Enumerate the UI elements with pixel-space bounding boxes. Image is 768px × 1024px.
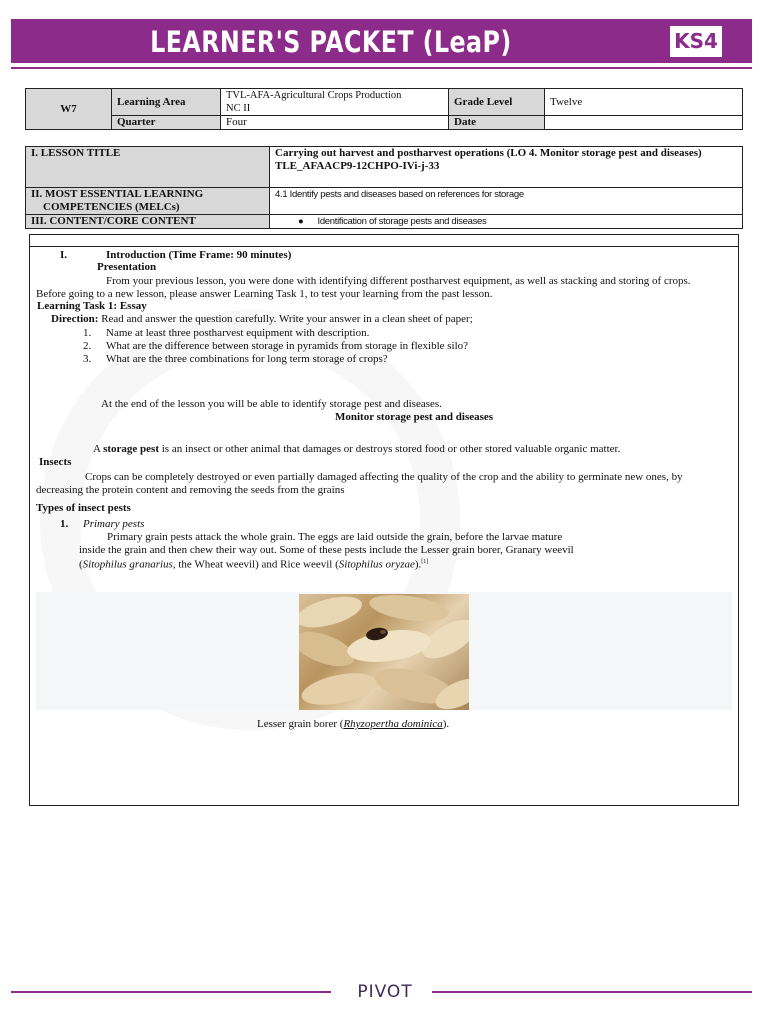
objective-text: At the end of the lesson you will be able to identify storage pest and diseases. [101, 398, 442, 410]
header-divider [11, 67, 752, 69]
lesson-title-value: Carrying out harvest and postharvest operations (LO 4. Monitor storage pest and diseases) [275, 147, 702, 159]
content-label: III. CONTENT/CORE CONTENT [26, 215, 270, 229]
presentation-line-1: From your previous lesson, you were done with identifying different postharvest equipment, as well as stacking and storing of crops. [106, 275, 691, 287]
insects-heading: Insects [39, 456, 72, 468]
learning-area-line-1: TVL-AFA-Agricultural Crops Production [226, 90, 402, 101]
info-table [25, 88, 743, 130]
quarter-value: Four [221, 116, 449, 130]
granary-weevil-species: Sitophilus granarius [82, 558, 173, 571]
melc-label-line-2: COMPETENCIES (MELCs) [43, 201, 180, 213]
direction-label: Direction: [51, 313, 99, 325]
caption-suffix: ). [442, 718, 450, 730]
grade-level-label: Grade Level [449, 89, 545, 116]
definition-term: storage pest [103, 443, 159, 455]
primary-heading: Primary pests [83, 518, 145, 530]
content-value-cell [270, 215, 743, 229]
question-3: What are the three combinations for long term storage of crops? [106, 353, 388, 365]
grain-photo-illustration [299, 594, 469, 710]
question-3-num: 3. [83, 353, 92, 365]
direction-line [51, 313, 473, 326]
melc-value: 4.1 Identify pests and diseases based on references for storage [270, 188, 743, 215]
intro-heading: Introduction (Time Frame: 90 minutes) [106, 249, 292, 261]
grade-level-value: Twelve [545, 89, 743, 116]
learning-area-line-2: NC II [226, 103, 251, 114]
definition-prefix: A [93, 443, 104, 455]
learning-area-label: Learning Area [112, 89, 221, 116]
question-1: Name at least three postharvest equipment with description. [106, 327, 370, 339]
lesson-table [25, 146, 743, 229]
primary-number: 1. [60, 518, 69, 530]
primary-line-2: inside the grain and then chew their way out. Some of these pests include the Lesser grain borer, Granary weevil [79, 544, 574, 556]
primary-line-1: Primary grain pests attack the whole grain. The eggs are laid outside the grain, before the larvae mature [107, 531, 563, 543]
learning-area-value [221, 89, 449, 116]
question-2: What are the difference between storage in pyramids from storage in flexible silo? [106, 340, 469, 352]
lesson-title-cell [270, 147, 743, 188]
task-heading: Learning Task 1: Essay [37, 300, 147, 312]
reference-mark: [1] [421, 559, 429, 565]
primary-line-3-open: ( [79, 558, 83, 571]
rice-weevil-species: Sitophilus oryzae [338, 558, 415, 571]
melc-label [26, 188, 270, 215]
insects-line-1: Crops can be completely destroyed or even partially damaged affecting the quality of the crop and the ability to germinate new ones, by [85, 471, 683, 483]
footer-divider-right [432, 991, 752, 993]
footer-divider-left [11, 991, 331, 993]
lesson-title-label: I. LESSON TITLE [26, 147, 270, 188]
quarter-label: Quarter [112, 116, 221, 130]
content-box-header [30, 235, 738, 247]
week-cell: W7 [26, 89, 112, 130]
date-value [545, 116, 743, 130]
caption-prefix: Lesser grain borer ( [257, 718, 344, 730]
definition-line [93, 443, 620, 456]
definition-suffix: is an insect or other animal that damages or destroys stored food or other stored valuable organic matter. [159, 443, 621, 455]
primary-line-3 [79, 556, 428, 572]
melc-label-line-1: II. MOST ESSENTIAL LEARNING [31, 188, 204, 200]
presentation-line-2: Before going to a new lesson, please answer Learning Task 1, to test your learning from the past lesson. [36, 288, 493, 300]
pivot-logo: PIVOT [357, 982, 413, 1002]
types-heading: Types of insect pests [36, 502, 131, 514]
question-1-num: 1. [83, 327, 92, 339]
insects-line-2: decreasing the protein content and removing the seeds from the grains [36, 484, 345, 496]
grain-borer-photo [299, 594, 469, 710]
direction-text: Read and answer the question carefully. Write your answer in a clean sheet of paper; [101, 313, 473, 325]
section-heading: Monitor storage pest and diseases [335, 411, 494, 423]
question-2-num: 2. [83, 340, 92, 352]
date-label: Date [449, 116, 545, 130]
bullet-icon: ● [298, 216, 318, 227]
ks4-badge: KS4 [670, 26, 722, 57]
presentation-heading: Presentation [97, 261, 157, 273]
lesson-code: TLE_AFAACP9-12CHPO-IVi-j-33 [275, 160, 440, 172]
image-caption [257, 718, 449, 731]
primary-line-3-close: ). [414, 558, 422, 571]
page-title: LEARNER'S PACKET (LeaP) [150, 25, 512, 59]
primary-line-3-mid: , the Wheat weevil) and Rice weevil ( [172, 558, 339, 571]
intro-number: I. [60, 249, 68, 261]
caption-species[interactable]: Rhyzopertha dominica [343, 718, 443, 730]
content-value: Identification of storage pests and diseases [317, 216, 487, 227]
